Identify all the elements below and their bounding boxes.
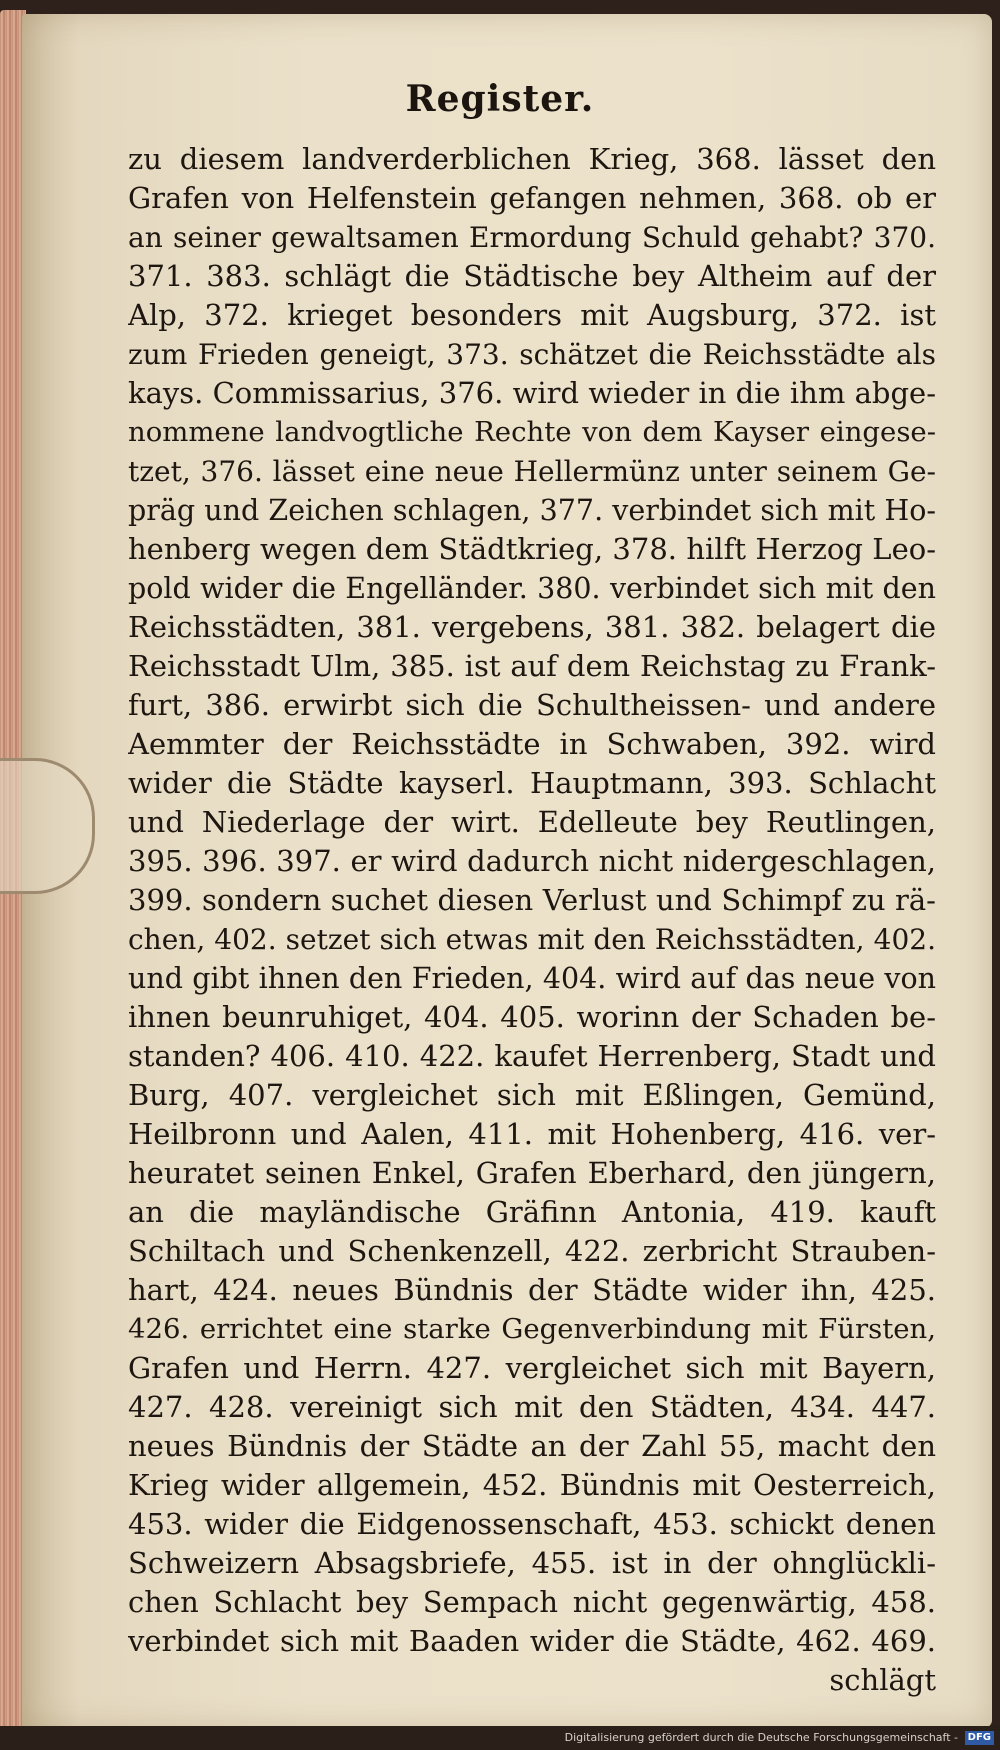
text-line: und Niederlage der wirt. Edelleute bey Reutlingen, bbox=[128, 805, 936, 839]
text-line: 426. errichtet eine starke Gegenverbindung mit Fürsten, bbox=[128, 1313, 936, 1345]
text-line: Reichsstadt Ulm, 385. ist auf dem Reichstag zu Frank- bbox=[128, 649, 936, 683]
text-line: Reichsstädten, 381. vergebens, 381. 382. belagert die bbox=[128, 610, 936, 644]
text-line: 399. sondern suchet diesen Verlust und Schimpf zu rä- bbox=[128, 883, 936, 917]
text-line: an die mayländische Gräfinn Antonia, 419. kauft bbox=[128, 1195, 936, 1229]
text-line: standen? 406. 410. 422. kaufet Herrenberg, Stadt und bbox=[128, 1039, 936, 1073]
text-line: 371. 383. schlägt die Städtische bey Altheim auf der bbox=[128, 259, 936, 293]
text-line: chen, 402. setzet sich etwas mit den Reichsstädten, 402. bbox=[128, 923, 936, 956]
text-line: Grafen und Herrn. 427. vergleichet sich mit Bayern, bbox=[128, 1351, 936, 1385]
text-line: verbindet sich mit Baaden wider die Städte, 462. 469. bbox=[128, 1624, 936, 1658]
dfg-logo: DFG bbox=[965, 1731, 994, 1745]
text-line: nommene landvogtliche Rechte von dem Kayser eingese- bbox=[128, 416, 936, 448]
text-line: Schweizern Absagsbriefe, 455. ist in der ohnglückli- bbox=[128, 1546, 936, 1580]
text-line: Alp, 372. krieget besonders mit Augsburg, 372. ist bbox=[128, 298, 936, 332]
text-line: furt, 386. erwirbt sich die Schultheissen- und andere bbox=[128, 688, 936, 722]
text-line: Schiltach und Schenkenzell, 422. zerbricht Strauben- bbox=[128, 1234, 936, 1268]
running-head: Register. bbox=[405, 78, 595, 120]
text-line: 395. 396. 397. er wird dadurch nicht nidergeschlagen, bbox=[128, 844, 936, 878]
text-line: wider die Städte kayserl. Hauptmann, 393. Schlacht bbox=[128, 766, 936, 800]
digitization-footer bbox=[0, 1726, 1000, 1750]
text-line: und gibt ihnen den Frieden, 404. wird auf das neue von bbox=[128, 962, 936, 995]
text-line: schlägt bbox=[829, 1663, 936, 1697]
text-line: neues Bündnis der Städte an der Zahl 55, macht den bbox=[128, 1429, 936, 1463]
text-line: Grafen von Helfenstein gefangen nehmen, 368. ob er bbox=[128, 181, 936, 215]
text-line: chen Schlacht bey Sempach nicht gegenwärtig, 458. bbox=[128, 1585, 936, 1619]
text-line: heuratet seinen Enkel, Grafen Eberhard, den jüngern, bbox=[128, 1156, 936, 1190]
text-line: henberg wegen dem Städtkrieg, 378. hilft Herzog Leo- bbox=[128, 532, 936, 566]
text-line: hart, 424. neues Bündnis der Städte wider ihn, 425. bbox=[128, 1273, 936, 1307]
text-line: an seiner gewaltsamen Ermordung Schuld gehabt? 370. bbox=[128, 221, 936, 254]
register-text bbox=[128, 140, 936, 1700]
text-line: Burg, 407. vergleichet sich mit Eßlingen, Gemünd, bbox=[128, 1078, 936, 1112]
text-line: tzet, 376. lässet eine neue Hellermünz unter seinem Ge- bbox=[128, 455, 936, 488]
text-line: präg und Zeichen schlagen, 377. verbindet sich mit Ho- bbox=[128, 494, 936, 527]
text-line: zu diesem landverderblichen Krieg, 368. lässet den bbox=[128, 142, 936, 176]
text-line: kays. Commissarius, 376. wird wieder in die ihm abge- bbox=[128, 376, 936, 410]
footer-credit: Digitalisierung gefördert durch die Deutsche Forschungsgemeinschaft - bbox=[564, 1731, 958, 1744]
text-line: 453. wider die Eidgenossenschaft, 453. schickt denen bbox=[128, 1507, 936, 1541]
text-line: ihnen beunruhiget, 404. 405. worinn der Schaden be- bbox=[128, 1000, 936, 1034]
text-line: Aemmter der Reichsstädte in Schwaben, 392. wird bbox=[128, 727, 936, 761]
text-line: pold wider die Engelländer. 380. verbindet sich mit den bbox=[128, 572, 936, 605]
text-line: Heilbronn und Aalen, 411. mit Hohenberg, 416. ver- bbox=[128, 1117, 936, 1151]
text-line: Krieg wider allgemein, 452. Bündnis mit Oesterreich, bbox=[128, 1468, 936, 1502]
text-line: zum Frieden geneigt, 373. schätzet die Reichsstädte als bbox=[128, 338, 936, 371]
text-line: 427. 428. vereinigt sich mit den Städten, 434. 447. bbox=[128, 1390, 936, 1424]
